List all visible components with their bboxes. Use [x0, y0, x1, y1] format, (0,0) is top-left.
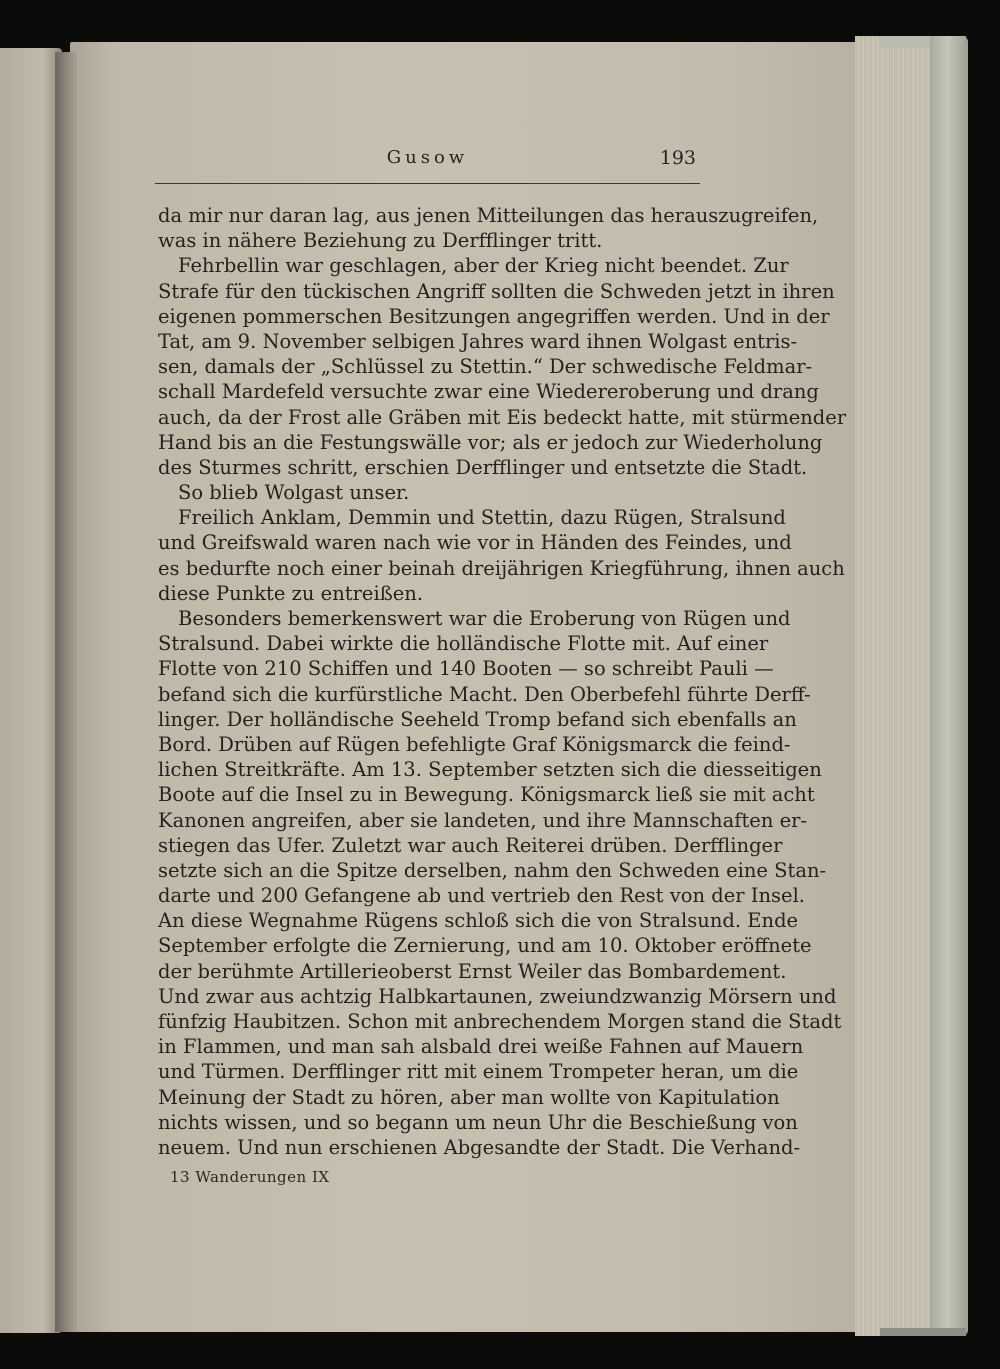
text-line: schall Mardefeld versuchte zwar eine Wiedereroberung und drang — [158, 380, 819, 404]
text-line: Tat, am 9. November selbigen Jahres ward ihnen Wolgast entris- — [158, 329, 798, 353]
text-line: Boote auf die Insel zu in Bewegung. Königsmarck ließ sie mit acht — [158, 783, 815, 807]
text-line: darte und 200 Gefangene ab und vertrieb den Rest von der Insel. — [158, 884, 806, 908]
text-line: fünfzig Haubitzen. Schon mit anbrechendem Morgen stand die Stadt — [158, 1010, 842, 1033]
text-line: Strafe für den tückischen Angriff sollten die Schweden jetzt in ihren — [158, 279, 835, 303]
text-line: So blieb Wolgast unser. — [178, 481, 410, 505]
text-line: in Flammen, und man sah alsbald drei weiße Fahnen auf Mauern — [158, 1035, 804, 1059]
text-line: lichen Streitkräfte. Am 13. September setzten sich die diesseitigen — [158, 758, 822, 782]
cover-bottom-edge — [880, 1328, 966, 1336]
text-line: Bord. Drüben auf Rügen befehligte Graf Königsmarck die feind- — [158, 732, 791, 756]
text-line: und Türmen. Derfflinger ritt mit einem Trompeter heran, um die — [158, 1060, 799, 1084]
text-line: nichts wissen, und so begann um neun Uhr die Beschießung von — [158, 1110, 798, 1134]
left-page-edge — [0, 48, 62, 1333]
text-line: es bedurfte noch einer beinah dreijährigen Kriegführung, ihnen auch — [158, 556, 845, 580]
text-line: Flotte von 210 Schiffen und 140 Booten — so schreibt Pauli — — [158, 657, 774, 681]
text-line: September erfolgte die Zernierung, und am 10. Oktober eröffnete — [158, 934, 812, 958]
text-line: sen, damals der „Schlüssel zu Stettin.“ Der schwedische Feldmar- — [158, 355, 813, 379]
text-line: Kanonen angreifen, aber sie landeten, und ihre Mannschaften er- — [158, 808, 808, 832]
signature-mark: 13 Wanderungen IX — [170, 1168, 330, 1186]
text-line: Fehrbellin war geschlagen, aber der Krieg nicht beendet. Zur — [178, 254, 789, 278]
text-line: auch, da der Frost alle Gräben mit Eis bedeckt hatte, mit stürmender — [158, 405, 847, 429]
book-gutter — [55, 52, 77, 1332]
text-line: und Greifswald waren nach wie vor in Händen des Feindes, und — [158, 531, 792, 555]
text-line: Meinung der Stadt zu hören, aber man wollte von Kapitulation — [158, 1085, 780, 1109]
text-line: was in nähere Beziehung zu Derfflinger tritt. — [158, 229, 603, 253]
text-line: Stralsund. Dabei wirkte die holländische Flotte mit. Auf einer — [158, 632, 769, 656]
text-line: Freilich Anklam, Demmin und Stettin, dazu Rügen, Stralsund — [178, 506, 786, 530]
text-line: neuem. Und nun erschienen Abgesandte der Stadt. Die Verhand- — [158, 1135, 801, 1159]
page-header — [155, 143, 700, 184]
text-line: eigenen pommerschen Besitzungen angegriffen werden. Und in der — [158, 304, 830, 328]
text-line: linger. Der holländische Seeheld Tromp befand sich ebenfalls an — [158, 707, 797, 731]
text-line: Besonders bemerkenswert war die Eroberung von Rügen und — [178, 607, 791, 630]
body-text — [158, 203, 847, 1160]
text-line: des Sturmes schritt, erschien Derfflinger und entsetzte die Stadt. — [158, 455, 808, 479]
text-line: setzte sich an die Spitze derselben, nahm den Schweden eine Stan- — [158, 858, 827, 882]
text-line: diese Punkte zu entreißen. — [158, 581, 424, 605]
text-line: der berühmte Artillerieoberst Ernst Weiler das Bombardement. — [158, 959, 787, 983]
text-line: da mir nur daran lag, aus jenen Mitteilungen das herauszugreifen, — [158, 204, 819, 227]
running-head: Gusow — [386, 147, 469, 168]
book-cover — [930, 36, 968, 1336]
text-line: stiegen das Ufer. Zuletzt war auch Reiterei drüben. Derfflinger — [158, 833, 783, 857]
page-number: 193 — [659, 147, 696, 169]
text-line: Hand bis an die Festungswälle vor; als er jedoch zur Wiederholung — [158, 430, 823, 454]
text-line: An diese Wegnahme Rügens schloß sich die von Stralsund. Ende — [158, 909, 799, 933]
text-line: befand sich die kurfürstliche Macht. Den Oberbefehl führte Derff- — [158, 682, 811, 706]
text-line: Und zwar aus achtzig Halbkartaunen, zweiundzwanzig Mörsern und — [158, 984, 837, 1008]
